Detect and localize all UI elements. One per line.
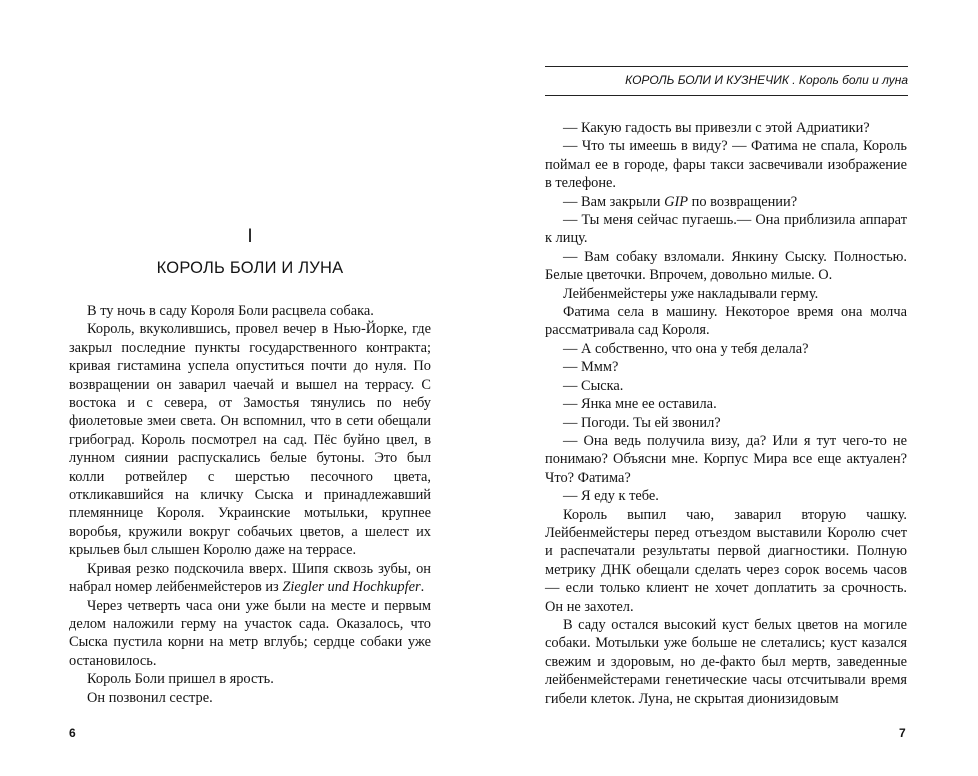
paragraph: — Сыска. bbox=[563, 377, 624, 394]
right-page bbox=[489, 0, 978, 776]
paragraph-text: . bbox=[420, 579, 425, 596]
paragraph: Он позвонил сестре. bbox=[87, 689, 213, 706]
page-number: 6 bbox=[69, 726, 76, 740]
left-page-text bbox=[69, 302, 431, 707]
page-number: 7 bbox=[899, 726, 906, 740]
paragraph: Через четверть часа они уже были на месте и первым делом наложили герму на участок сада. Оказалось, что Сыска пустила корни на метр вглубь; сердце собаки уже остановилось. bbox=[69, 597, 431, 669]
paragraph: В ту ночь в саду Короля Боли расцвела собака. bbox=[87, 303, 374, 319]
paragraph: — Погоди. Ты ей звонил? bbox=[563, 414, 721, 431]
paragraph-text: по возвращении? bbox=[688, 193, 798, 210]
paragraph: — Ммм? bbox=[563, 359, 619, 376]
italic-text: GIP bbox=[664, 193, 689, 210]
paragraph: — Янка мне ее оставила. bbox=[563, 396, 717, 413]
chapter-title: КОРОЛЬ БОЛИ И ЛУНА bbox=[156, 259, 344, 277]
paragraph: — Я еду к тебе. bbox=[563, 488, 659, 505]
paragraph: Король, вкуколившись, провел вечер в Нью-Йорке, где закрыл последние пункты государственного контракта; кривая гистамина успела опуститься почти до нуля. По возвращении он заварил чаечай и вышел на террасу. С востока и с севера, от Замостья тянулись по небу фиолетовые змеи света. Он вспомнил, что в сети обещали грибоград. Король посмотрел на сад. Пёс буйно цвел, в лунном сиянии распускались белые бутоны. Это был колли ротвейлер с шерстью песочного цвета, откликавшийся на кличку Сыска и принадлежавший племяннице Короля. Украинские мотыльки, крупнее воробья, кружили вокруг собачьих цветов, а шелест их крыльев был слышен Королю даже на террасе. bbox=[69, 321, 431, 559]
paragraph bbox=[69, 560, 431, 597]
paragraph: — Ты меня сейчас пугаешь.— Она приблизила аппарат к лицу. bbox=[545, 212, 907, 247]
paragraph: В саду остался высокий куст белых цветов на могиле собаки. Мотыльки уже больше не слетались; куст казался свежим и здоровым, но де-факто был мертв, заведенные лейбенмейстерами генетические часы отсчитывали время гибели клеток. Луна, не скрытая дионизидовым bbox=[545, 616, 907, 707]
paragraph: Король выпил чаю, заварил вторую чашку. Лейбенмейстеры перед отъездом выставили Королю счет и распечатали результаты первой диагностики. Полную метрику ДНК обещали сделать через сорок восемь часов — если только клиент не хочет доплатить за срочность. Он не захотел. bbox=[545, 506, 907, 615]
paragraph: — А собственно, что она у тебя делала? bbox=[563, 340, 809, 357]
italic-text: Ziegler und Hochkupfer bbox=[282, 579, 421, 596]
right-page-text bbox=[545, 119, 907, 708]
paragraph-text: — Вам закрыли bbox=[563, 193, 665, 210]
running-head: КОРОЛЬ БОЛИ И КУЗНЕЧИК . Король боли и луна bbox=[625, 73, 908, 87]
paragraph: Фатима села в машину. Некоторое время она молча рассматривала сад Короля. bbox=[545, 304, 907, 339]
header-rule bbox=[545, 95, 908, 96]
paragraph: — Вам собаку взломали. Янкину Сыску. Полностью. Белые цветочки. Впрочем, довольно милые. О. bbox=[545, 248, 907, 284]
paragraph: — Что ты имеешь в виду? — Фатима не спала, Король поймал ее в городе, фары такси засвечивали изображение в телефоне. bbox=[545, 138, 907, 192]
paragraph: — Какую гадость вы привезли с этой Адриатики? bbox=[563, 120, 870, 136]
paragraph-text: Кривая резко подскочила вверх. Шипя сквозь зубы, он набрал номер лейбенмейстеров из bbox=[69, 560, 431, 596]
paragraph: — Она ведь получила визу, да? Или я тут чего-то не понимаю? Объясни мне. Корпус Мира все еще актуален? Что? Фатима? bbox=[545, 432, 907, 486]
header-rule bbox=[545, 66, 908, 67]
paragraph: Король Боли пришел в ярость. bbox=[87, 671, 274, 688]
paragraph: Лейбенмейстеры уже накладывали герму. bbox=[563, 285, 819, 302]
chapter-number: I bbox=[247, 226, 253, 247]
paragraph bbox=[545, 193, 907, 211]
